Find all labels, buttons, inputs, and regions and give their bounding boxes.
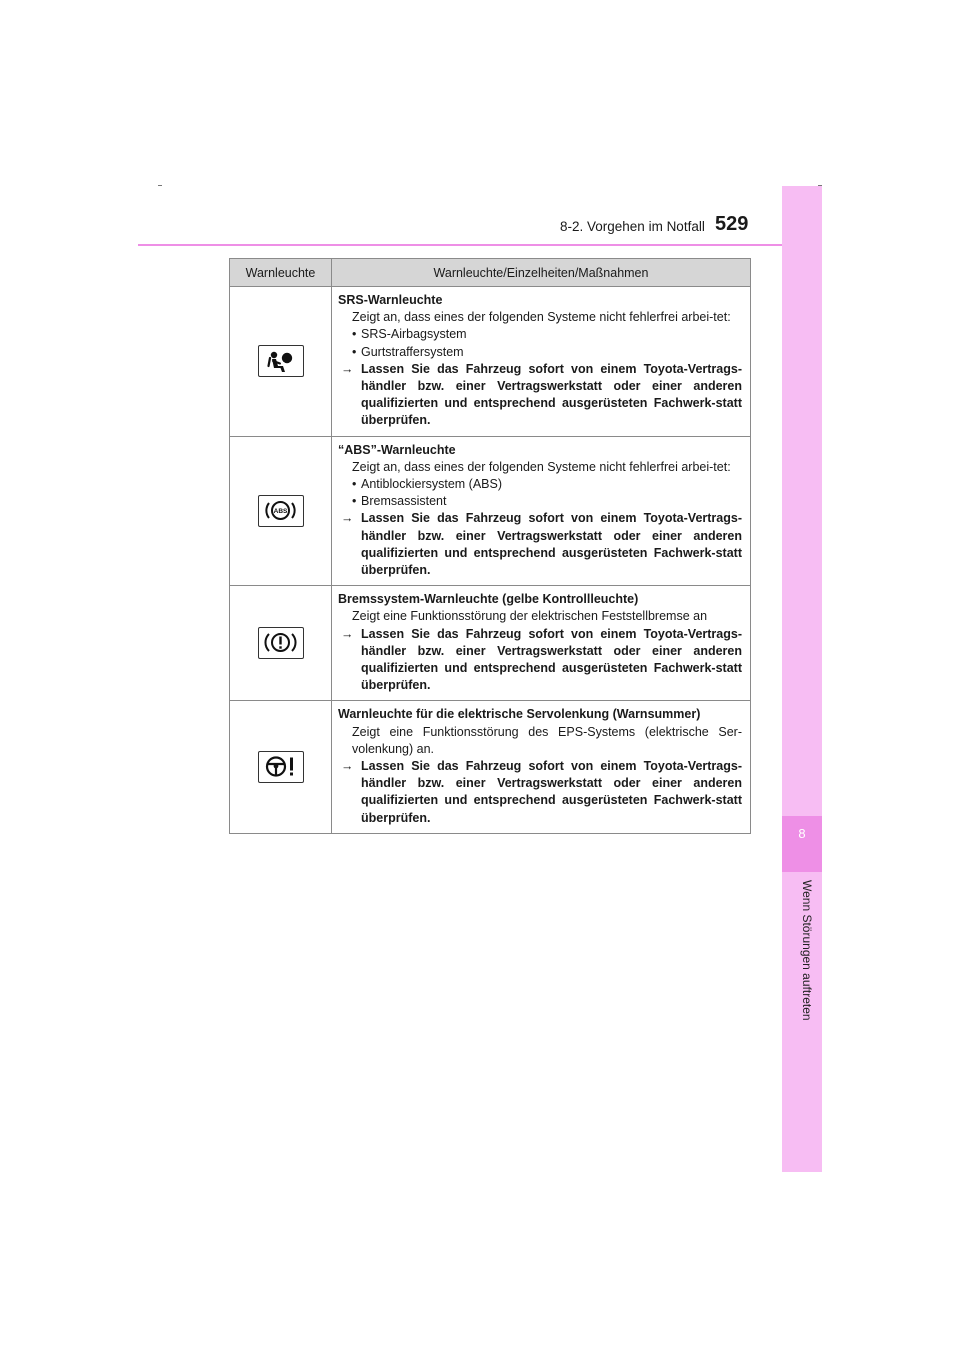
warning-action xyxy=(338,626,742,695)
list-item: • Bremsassistent xyxy=(338,493,742,510)
action-text: Lassen Sie das Fahrzeug sofort von einem Toyota-Vertrags-händler bzw. einer Vertragswerkstatt oder einer anderen qualifizierten und entsprechend ausgerüsteten Fachwerk-statt überprüfen. xyxy=(361,511,742,578)
arrow-icon: → xyxy=(341,626,354,641)
warning-action xyxy=(338,361,742,430)
list-item: • SRS-Airbagsystem xyxy=(338,326,742,343)
table-header-row xyxy=(230,259,751,287)
arrow-icon: → xyxy=(341,759,354,774)
warning-light-table xyxy=(229,258,751,834)
chapter-title: Wenn Störungen auftreten xyxy=(800,880,814,1021)
warning-description: Zeigt an, dass eines der folgenden Systeme nicht fehlerfrei arbei-tet: xyxy=(352,459,731,474)
action-text: Lassen Sie das Fahrzeug sofort von einem Toyota-Vertrags-händler bzw. einer Vertragswerkstatt oder einer anderen qualifizierten und entsprechend ausgerüsteten Fachwerk-statt überprüfen. xyxy=(361,361,742,428)
warning-description: Zeigt eine Funktionsstörung der elektrischen Feststellbremse an xyxy=(352,609,708,624)
abs-icon xyxy=(258,495,304,527)
list-item: • Antiblockiersystem (ABS) xyxy=(338,476,742,493)
warning-description: Zeigt an, dass eines der folgenden Systeme nicht fehlerfrei arbei-tet: xyxy=(352,310,731,325)
arrow-icon: → xyxy=(341,511,354,526)
warning-description: Zeigt eine Funktionsstörung des EPS-Systems (elektrische Ser-volenkung) an. xyxy=(352,724,742,756)
details-cell xyxy=(332,287,751,437)
icon-cell xyxy=(230,701,332,833)
chapter-number-box xyxy=(782,816,822,872)
srs-airbag-icon xyxy=(258,345,304,377)
warning-title: SRS-Warnleuchte xyxy=(338,293,443,307)
table-row xyxy=(230,586,751,701)
list-item: • Gurtstraffersystem xyxy=(338,344,742,361)
icon-cell xyxy=(230,287,332,437)
table-row xyxy=(230,436,751,586)
crop-mark-left xyxy=(158,185,162,186)
action-text: Lassen Sie das Fahrzeug sofort von einem Toyota-Vertrags-händler bzw. einer Vertragswerkstatt oder einer anderen qualifizierten und entsprechend ausgerüsteten Fachwerk-statt überprüfen. xyxy=(361,759,742,825)
chapter-number: 8 xyxy=(798,826,806,841)
icon-cell xyxy=(230,436,332,586)
details-cell xyxy=(332,586,751,701)
table-row xyxy=(230,287,751,437)
header-rule xyxy=(138,244,822,246)
icon-cell xyxy=(230,586,332,701)
action-text: Lassen Sie das Fahrzeug sofort von einem Toyota-Vertrags-händler bzw. einer Vertragswerkstatt oder einer anderen qualifizierten und entsprechend ausgerüsteten Fachwerk-statt überprüfen. xyxy=(361,626,742,693)
details-cell xyxy=(332,436,751,586)
table-row xyxy=(230,701,751,833)
brake-system-icon xyxy=(258,627,304,659)
warning-title: “ABS”-Warnleuchte xyxy=(338,442,456,457)
page-number: 529 xyxy=(715,213,749,235)
warning-action xyxy=(338,510,742,579)
col-header-details: Warnleuchte/Einzelheiten/Maßnahmen xyxy=(332,259,751,287)
svg-text:ABS: ABS xyxy=(273,507,287,515)
power-steering-icon xyxy=(258,751,304,783)
warning-title: Bremssystem-Warnleuchte (gelbe Kontrollleuchte) xyxy=(338,592,639,607)
details-cell xyxy=(332,701,751,833)
col-header-warning-light: Warnleuchte xyxy=(230,259,332,287)
section-title: 8-2. Vorgehen im Notfall xyxy=(560,219,705,234)
arrow-icon: → xyxy=(341,361,354,376)
warning-action xyxy=(338,758,742,827)
warning-title: Warnleuchte für die elektrische Servolenkung (Warnsummer) xyxy=(338,707,701,722)
